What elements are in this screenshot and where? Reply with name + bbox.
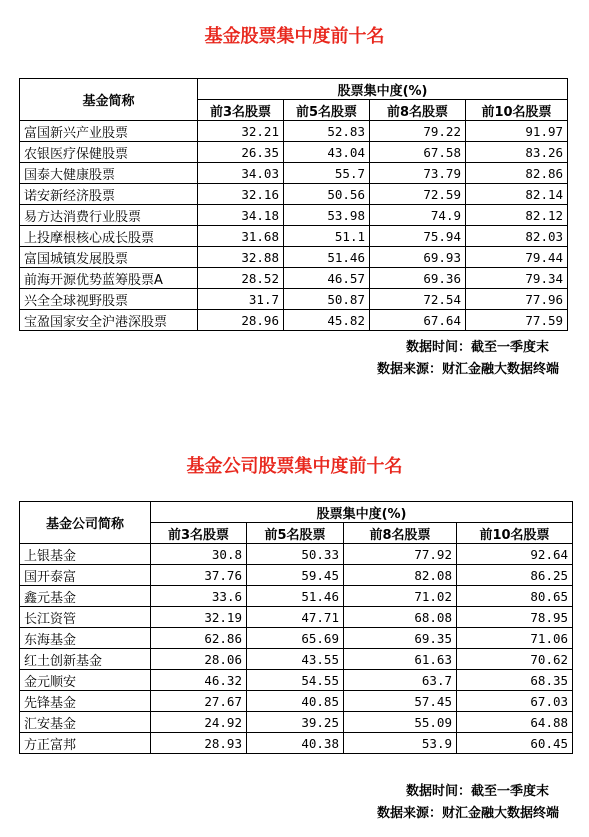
value-cell: 31.68	[198, 226, 284, 247]
value-cell: 24.92	[151, 712, 247, 733]
company-table-body	[20, 544, 573, 754]
fund-concentration-table	[19, 78, 568, 331]
value-cell: 72.59	[370, 184, 466, 205]
col-top10-header: 前10名股票	[466, 100, 568, 121]
value-cell: 82.12	[466, 205, 568, 226]
col-top5-header: 前5名股票	[284, 100, 370, 121]
value-cell: 28.96	[198, 310, 284, 331]
row-name-cell: 国开泰富	[20, 565, 151, 586]
value-cell: 54.55	[247, 670, 344, 691]
value-cell: 82.86	[466, 163, 568, 184]
row-name-cell: 宝盈国家安全沪港深股票	[20, 310, 198, 331]
value-cell: 69.93	[370, 247, 466, 268]
value-cell: 83.26	[466, 142, 568, 163]
table-row	[20, 121, 568, 142]
company-data-time-note: 数据时间：截至一季度末	[406, 784, 550, 799]
row-name-cell: 诺安新经济股票	[20, 184, 198, 205]
row-name-cell: 上银基金	[20, 544, 151, 565]
row-name-cell: 富国城镇发展股票	[20, 247, 198, 268]
table-row	[20, 586, 573, 607]
value-cell: 78.95	[457, 607, 573, 628]
row-name-cell: 汇安基金	[20, 712, 151, 733]
table-row	[20, 733, 573, 754]
concentration-group-header: 股票集中度(%)	[151, 502, 573, 523]
col-top3-header: 前3名股票	[198, 100, 284, 121]
value-cell: 68.35	[457, 670, 573, 691]
value-cell: 67.03	[457, 691, 573, 712]
value-cell: 80.65	[457, 586, 573, 607]
value-cell: 32.88	[198, 247, 284, 268]
value-cell: 68.08	[344, 607, 457, 628]
table-row	[20, 607, 573, 628]
value-cell: 43.55	[247, 649, 344, 670]
table-row	[20, 712, 573, 733]
value-cell: 69.35	[344, 628, 457, 649]
table-row	[20, 310, 568, 331]
value-cell: 59.45	[247, 565, 344, 586]
value-cell: 53.98	[284, 205, 370, 226]
value-cell: 63.7	[344, 670, 457, 691]
company-concentration-table	[19, 501, 573, 754]
value-cell: 65.69	[247, 628, 344, 649]
value-cell: 28.93	[151, 733, 247, 754]
value-cell: 64.88	[457, 712, 573, 733]
table-row	[20, 163, 568, 184]
row-name-cell: 富国新兴产业股票	[20, 121, 198, 142]
value-cell: 40.38	[247, 733, 344, 754]
value-cell: 82.03	[466, 226, 568, 247]
value-cell: 51.1	[284, 226, 370, 247]
value-cell: 77.59	[466, 310, 568, 331]
value-cell: 71.06	[457, 628, 573, 649]
value-cell: 51.46	[247, 586, 344, 607]
value-cell: 55.7	[284, 163, 370, 184]
value-cell: 50.87	[284, 289, 370, 310]
value-cell: 26.35	[198, 142, 284, 163]
value-cell: 47.71	[247, 607, 344, 628]
value-cell: 50.33	[247, 544, 344, 565]
row-name-cell: 兴全全球视野股票	[20, 289, 198, 310]
col-top10-header: 前10名股票	[457, 523, 573, 544]
table-row	[20, 649, 573, 670]
value-cell: 77.96	[466, 289, 568, 310]
value-cell: 70.62	[457, 649, 573, 670]
value-cell: 39.25	[247, 712, 344, 733]
value-cell: 67.58	[370, 142, 466, 163]
value-cell: 79.34	[466, 268, 568, 289]
value-cell: 52.83	[284, 121, 370, 142]
value-cell: 32.19	[151, 607, 247, 628]
row-name-cell: 东海基金	[20, 628, 151, 649]
value-cell: 28.52	[198, 268, 284, 289]
value-cell: 28.06	[151, 649, 247, 670]
row-name-cell: 农银医疗保健股票	[20, 142, 198, 163]
table-row	[20, 247, 568, 268]
value-cell: 33.6	[151, 586, 247, 607]
row-name-cell: 易方达消费行业股票	[20, 205, 198, 226]
table-row	[20, 226, 568, 247]
value-cell: 72.54	[370, 289, 466, 310]
value-cell: 69.36	[370, 268, 466, 289]
company-data-source-note: 数据来源：财汇金融大数据终端	[377, 806, 560, 821]
row-name-cell: 金元顺安	[20, 670, 151, 691]
value-cell: 37.76	[151, 565, 247, 586]
fund-data-time-note: 数据时间：截至一季度末	[406, 340, 550, 355]
row-name-cell: 红土创新基金	[20, 649, 151, 670]
value-cell: 30.8	[151, 544, 247, 565]
company-name-header: 基金公司简称	[20, 502, 151, 544]
row-name-cell: 国泰大健康股票	[20, 163, 198, 184]
value-cell: 82.14	[466, 184, 568, 205]
fund-name-header: 基金简称	[20, 79, 198, 121]
col-top8-header: 前8名股票	[344, 523, 457, 544]
row-name-cell: 前海开源优势蓝筹股票A	[20, 268, 198, 289]
col-top5-header: 前5名股票	[247, 523, 344, 544]
value-cell: 91.97	[466, 121, 568, 142]
row-name-cell: 上投摩根核心成长股票	[20, 226, 198, 247]
table-row	[20, 565, 573, 586]
value-cell: 79.22	[370, 121, 466, 142]
value-cell: 74.9	[370, 205, 466, 226]
table-row	[20, 628, 573, 649]
fund-table-title: 基金股票集中度前十名	[204, 26, 385, 47]
value-cell: 31.7	[198, 289, 284, 310]
value-cell: 77.92	[344, 544, 457, 565]
value-cell: 34.18	[198, 205, 284, 226]
value-cell: 43.04	[284, 142, 370, 163]
row-name-cell: 方正富邦	[20, 733, 151, 754]
table-row	[20, 142, 568, 163]
row-name-cell: 鑫元基金	[20, 586, 151, 607]
value-cell: 55.09	[344, 712, 457, 733]
value-cell: 75.94	[370, 226, 466, 247]
table-row	[20, 205, 568, 226]
value-cell: 50.56	[284, 184, 370, 205]
value-cell: 86.25	[457, 565, 573, 586]
col-top8-header: 前8名股票	[370, 100, 466, 121]
table-row	[20, 268, 568, 289]
value-cell: 82.08	[344, 565, 457, 586]
value-cell: 40.85	[247, 691, 344, 712]
value-cell: 27.67	[151, 691, 247, 712]
fund-table-body	[20, 121, 568, 331]
value-cell: 73.79	[370, 163, 466, 184]
table-row	[20, 691, 573, 712]
table-row	[20, 184, 568, 205]
row-name-cell: 先锋基金	[20, 691, 151, 712]
row-name-cell: 长江资管	[20, 607, 151, 628]
value-cell: 45.82	[284, 310, 370, 331]
table-row	[20, 544, 573, 565]
value-cell: 51.46	[284, 247, 370, 268]
value-cell: 32.16	[198, 184, 284, 205]
fund-data-source-note: 数据来源：财汇金融大数据终端	[377, 362, 560, 377]
value-cell: 53.9	[344, 733, 457, 754]
col-top3-header: 前3名股票	[151, 523, 247, 544]
value-cell: 67.64	[370, 310, 466, 331]
company-table-title: 基金公司股票集中度前十名	[186, 456, 403, 477]
value-cell: 46.32	[151, 670, 247, 691]
table-row	[20, 670, 573, 691]
value-cell: 71.02	[344, 586, 457, 607]
value-cell: 60.45	[457, 733, 573, 754]
concentration-group-header: 股票集中度(%)	[198, 79, 568, 100]
table-row	[20, 289, 568, 310]
value-cell: 46.57	[284, 268, 370, 289]
value-cell: 57.45	[344, 691, 457, 712]
value-cell: 61.63	[344, 649, 457, 670]
value-cell: 34.03	[198, 163, 284, 184]
value-cell: 62.86	[151, 628, 247, 649]
value-cell: 92.64	[457, 544, 573, 565]
value-cell: 32.21	[198, 121, 284, 142]
value-cell: 79.44	[466, 247, 568, 268]
